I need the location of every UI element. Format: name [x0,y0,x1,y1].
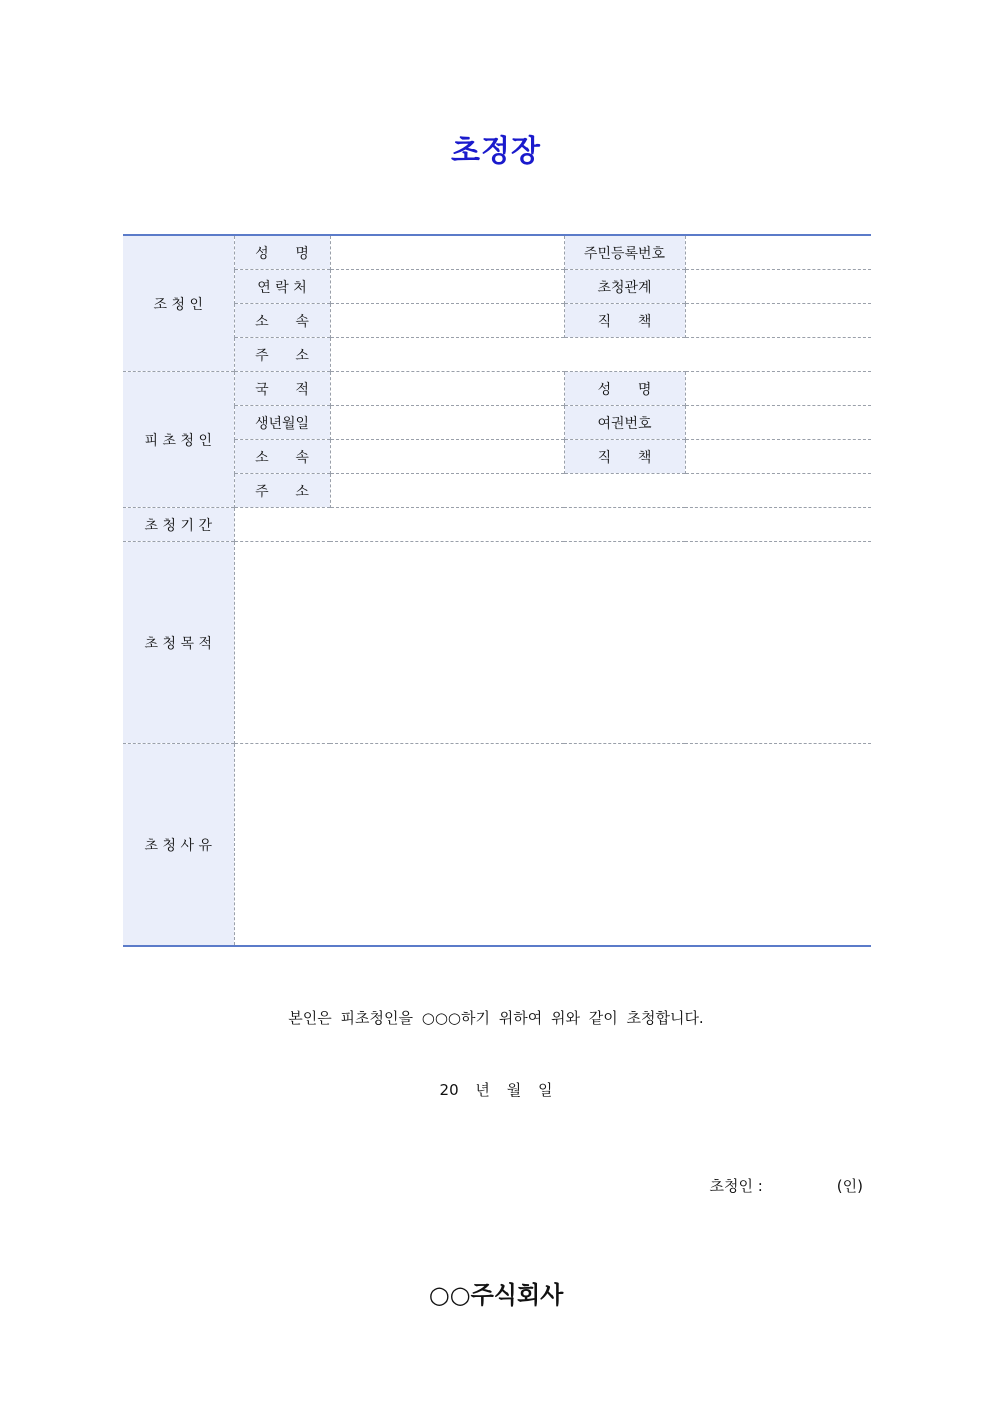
invitation-form-table [123,234,871,947]
inviter-position-field[interactable] [685,304,871,338]
invitee-affiliation-label: 소 속 [234,440,330,474]
signature-line [710,1175,864,1196]
date-line [0,1079,992,1100]
invitee-nationality-field[interactable] [330,372,564,406]
purpose-field[interactable] [234,542,871,744]
invitee-name-label: 성 명 [564,372,685,406]
company-name: ○○주식회사 [428,1281,564,1309]
inviter-position-label: 직 책 [564,304,685,338]
reason-label: 초 청 사 유 [123,744,234,947]
inviter-contact-field[interactable] [330,270,564,304]
date-year-label: 년 [475,1081,490,1099]
inviter-relation-field[interactable] [685,270,871,304]
inviter-affiliation-field[interactable] [330,304,564,338]
signature-label: 초청인 : [709,1177,763,1195]
invitee-affiliation-field[interactable] [330,440,564,474]
invitee-passport-field[interactable] [685,406,871,440]
invitee-birth-field[interactable] [330,406,564,440]
purpose-label: 초 청 목 적 [123,542,234,744]
seal-mark: (인) [836,1177,863,1195]
invitee-name-field[interactable] [685,372,871,406]
date-year-prefix: 20 [439,1081,459,1099]
inviter-name-field[interactable] [330,235,564,270]
inviter-affiliation-label: 소 속 [234,304,330,338]
inviter-address-field[interactable] [330,338,871,372]
period-field[interactable] [234,508,871,542]
document-title: 초정장 [451,134,541,169]
invitee-birth-label: 생년월일 [234,406,330,440]
invitation-statement: 본인은 피초청인을 ○○○하기 위하여 위와 같이 초청합니다. [288,1009,704,1027]
inviter-resident-no-field[interactable] [685,235,871,270]
invitee-position-field[interactable] [685,440,871,474]
invitee-nationality-label: 국 적 [234,372,330,406]
inviter-relation-label: 초청관계 [564,270,685,304]
inviter-contact-label: 연 락 처 [234,270,330,304]
inviter-resident-no-label: 주민등록번호 [564,235,685,270]
invitee-position-label: 직 책 [564,440,685,474]
invitee-passport-label: 여권번호 [564,406,685,440]
invitee-address-label: 주 소 [234,474,330,508]
date-day-label: 일 [537,1081,553,1099]
period-label: 초 청 기 간 [123,508,234,542]
invitee-group-label: 피 초 청 인 [123,372,234,508]
inviter-group-label: 조 청 인 [123,235,234,372]
reason-field[interactable] [234,744,871,947]
inviter-name-label: 성 명 [234,235,330,270]
inviter-address-label: 주 소 [234,338,330,372]
date-month-label: 월 [506,1081,522,1099]
invitee-address-field[interactable] [330,474,871,508]
